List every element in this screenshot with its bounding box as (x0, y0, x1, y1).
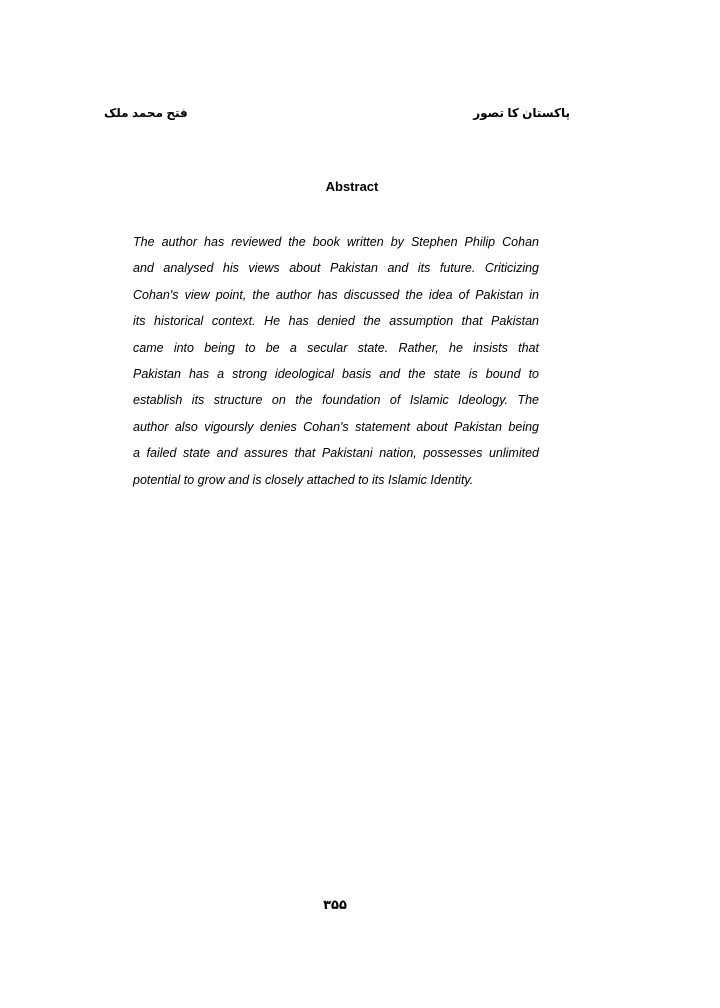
abstract-line: potential to grow and is closely attached to its Islamic Identity. (133, 472, 474, 487)
abstract-line: Cohan's view point, the author has discussed the idea of Pakistan in (133, 287, 539, 302)
abstract-line: author also vigoursly denies Cohan's statement about Pakistan being (133, 419, 539, 434)
abstract-heading: Abstract (325, 179, 379, 194)
page-number: ۳۵۵ (323, 897, 347, 912)
abstract-line: its historical context. He has denied the assumption that Pakistan (133, 314, 539, 329)
abstract-line: and analysed his views about Pakistan and its future. Criticizing (133, 261, 539, 276)
abstract-line: a failed state and assures that Pakistani nation, possesses unlimited (133, 446, 539, 461)
abstract-line: establish its structure on the foundation of Islamic Ideology. The (133, 393, 539, 408)
abstract-line: came into being to be a secular state. Rather, he insists that (133, 340, 539, 355)
running-head-author: فتح محمد ملک (104, 106, 188, 120)
abstract-line: The author has reviewed the book written by Stephen Philip Cohan (133, 235, 539, 249)
abstract-body (133, 229, 539, 493)
running-head-title: پاکستان کا تصور (473, 106, 570, 120)
abstract-line: Pakistan has a strong ideological basis and the state is bound to (133, 367, 539, 382)
